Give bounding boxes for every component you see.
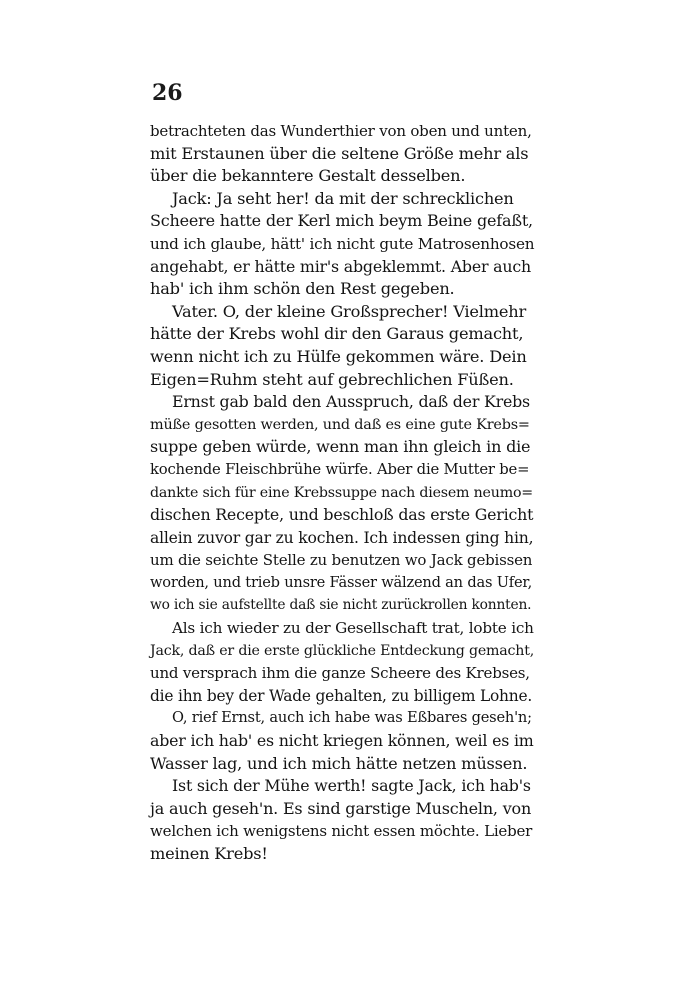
text-line: angehabt, er hätte mir's abgeklemmt. Aber auch	[150, 256, 531, 276]
text-line: Ist sich der Mühe werth! sagte Jack, ich hab's	[172, 776, 531, 796]
text-line: müße gesotten werden, und daß es eine gute Krebs=	[150, 416, 530, 433]
text-line: O, rief Ernst, auch ich habe was Eßbares geseh'n;	[172, 709, 532, 727]
text-line: Ernst gab bald den Ausspruch, daß der Krebs	[172, 392, 530, 412]
text-line: betrachteten das Wunderthier von oben und unten,	[150, 122, 532, 140]
text-line: wenn nicht ich zu Hülfe gekommen wäre. Dein	[150, 346, 527, 366]
text-line: meinen Krebs!	[150, 844, 268, 863]
text-line: hab' ich ihm schön den Rest gegeben.	[150, 279, 455, 299]
text-line: allein zuvor gar zu kochen. Ich indessen ging hin,	[150, 528, 534, 547]
text-line: Wasser lag, und ich mich hätte netzen müssen.	[150, 753, 528, 773]
text-line: und versprach ihm die ganze Scheere des Krebses,	[150, 664, 530, 683]
text-line: mit Erstaunen über die seltene Größe mehr als	[150, 143, 529, 163]
text-line: Jack: Ja seht her! da mit der schrecklichen	[172, 188, 514, 208]
text-line: hätte der Krebs wohl dir den Garaus gemacht,	[150, 324, 524, 344]
text-line: Eigen=Ruhm steht auf gebrechlichen Füßen.	[150, 369, 514, 389]
text-line: wo ich sie aufstellte daß sie nicht zurückrollen konnten.	[150, 597, 532, 614]
text-line: um die seichte Stelle zu benutzen wo Jack gebissen	[150, 551, 533, 570]
text-line: worden, und trieb unsre Fässer wälzend an das Ufer,	[150, 573, 533, 591]
text-line: aber ich hab' es nicht kriegen können, weil es im	[150, 731, 534, 751]
text-line: suppe geben würde, wenn man ihn gleich in die	[150, 437, 531, 457]
text-line: Scheere hatte der Kerl mich beym Beine gefaßt,	[150, 211, 533, 231]
text-line: und ich glaube, hätt' ich nicht gute Matrosenhosen	[150, 234, 535, 253]
text-line: dankte sich für eine Krebssuppe nach diesem neumo=	[150, 484, 533, 501]
text-line: dischen Recepte, und beschloß das erste Gericht	[150, 505, 534, 525]
text-line: ja auch geseh'n. Es sind garstige Muscheln, von	[150, 798, 532, 818]
text-line: Vater. O, der kleine Großsprecher! Vielmehr	[172, 301, 527, 321]
text-line: über die bekanntere Gestalt desselben.	[150, 166, 466, 186]
text-line: kochende Fleischbrühe würfe. Aber die Mutter be=	[150, 460, 530, 478]
text-line: Als ich wieder zu der Gesellschaft trat, lobte ich	[172, 619, 534, 638]
text-line: die ihn bey der Wade gehalten, zu billigem Lohne.	[150, 686, 533, 705]
text-line: welchen ich wenigstens nicht essen möchte. Lieber	[150, 822, 533, 841]
text-line: Jack, daß er die erste glückliche Entdeckung gemacht,	[150, 642, 535, 659]
page-number: 26	[152, 80, 183, 106]
body-text	[150, 120, 534, 866]
